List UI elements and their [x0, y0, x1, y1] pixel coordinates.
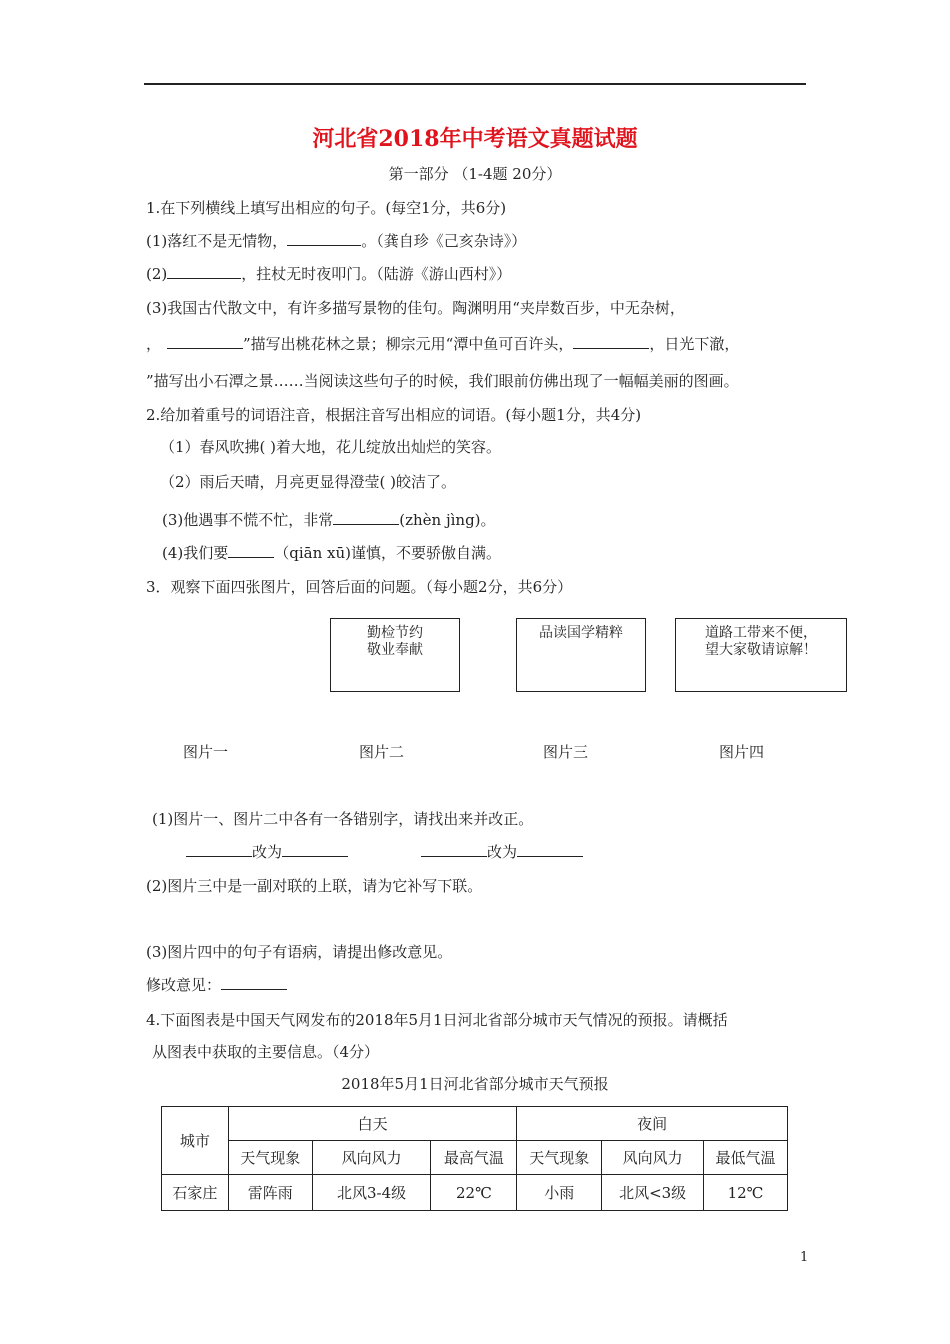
q3-sub3-answer: 修改意见： — [146, 974, 287, 995]
picture-four-line2: 望大家敬请谅解！ — [705, 642, 817, 658]
page-title: 河北省2018年中考语文真题试题 — [312, 126, 638, 152]
answer-blank[interactable] — [228, 542, 274, 558]
answer-blank[interactable] — [167, 333, 243, 349]
q4-stem-line2: 从图表中获取的主要信息。（4分） — [152, 1043, 380, 1061]
table-cell: 小雨 — [517, 1175, 602, 1211]
answer-blank[interactable] — [573, 333, 649, 349]
answer-blank[interactable] — [186, 841, 252, 857]
table-cell: 石家庄 — [162, 1175, 229, 1211]
q3-sub3: (3)图片四中的句子有语病，请提出修改意见。 — [146, 943, 453, 961]
table-title: 2018年5月1日河北省部分城市天气预报 — [341, 1075, 609, 1093]
table-cell: 北风<3级 — [602, 1175, 704, 1211]
picture-four-box — [675, 618, 847, 692]
answer-blank[interactable] — [517, 841, 583, 857]
header-city: 城市 — [162, 1107, 229, 1175]
table-subheader-row — [162, 1141, 788, 1175]
q3-sub1-answer1: 改为 — [186, 841, 348, 862]
answer-blank[interactable] — [167, 263, 241, 279]
caption-picture-one: 图片一 — [183, 743, 229, 761]
page-number: 1 — [800, 1250, 809, 1265]
subheader-cell: 风向风力 — [312, 1141, 431, 1175]
header-rule — [144, 83, 806, 85]
picture-one-line1: 勤检节约 — [367, 625, 423, 641]
q3-stem: 3．观察下面四张图片，回答后面的问题。（每小题2分，共6分） — [146, 578, 573, 596]
table-row — [162, 1175, 788, 1211]
answer-blank[interactable] — [221, 974, 287, 990]
caption-picture-four: 图片四 — [719, 743, 765, 761]
caption-picture-two: 图片二 — [359, 743, 405, 761]
subheader-cell: 天气现象 — [517, 1141, 602, 1175]
q2-stem: 2.给加着重号的词语注音，根据注音写出相应的词语。(每小题1分，共4分) — [146, 406, 642, 424]
header-day: 白天 — [228, 1107, 517, 1141]
q2-item3: (3)他遇事不慌不忙，非常 (zhèn jìng)。 — [162, 511, 496, 529]
q3-sub1-answer2: 改为 — [421, 841, 583, 862]
q4-stem-line1: 4.下面图表是中国天气网发布的2018年5月1日河北省部分城市天气情况的预报。请概括 — [146, 1011, 728, 1029]
subheader-cell: 天气现象 — [228, 1141, 312, 1175]
picture-one-line2: 敬业奉献 — [367, 642, 423, 658]
answer-blank[interactable] — [333, 509, 399, 525]
q1-item3-line3: ”描写出小石潭之景……当阅读这些句子的时候，我们眼前仿佛出现了一幅幅美丽的图画。 — [146, 372, 739, 390]
q2-item1: （1）春风吹拂( )着大地，花儿绽放出灿烂的笑容。 — [160, 438, 502, 456]
q1-stem: 1.在下列横线上填写出相应的句子。(每空1分，共6分) — [146, 199, 507, 217]
picture-four-line1: 道路工带来不便， — [705, 625, 817, 641]
subheader-cell: 最高气温 — [431, 1141, 517, 1175]
q3-sub1: (1)图片一、图片二中各有一各错别字，请找出来并改正。 — [152, 810, 534, 828]
caption-picture-three: 图片三 — [543, 743, 589, 761]
table-cell: 北风3-4级 — [312, 1175, 431, 1211]
weather-table — [161, 1106, 788, 1211]
q2-item2: （2）雨后天晴，月亮更显得澄莹( )皎洁了。 — [160, 473, 457, 491]
picture-one-box — [330, 618, 460, 692]
answer-blank[interactable] — [421, 841, 487, 857]
q1-item3-line1: (3)我国古代散文中，有许多描写景物的佳句。陶渊明用“夹岸数百步，中无杂树， — [146, 299, 685, 317]
q3-sub2: (2)图片三中是一副对联的上联，请为它补写下联。 — [146, 877, 483, 895]
table-cell: 12℃ — [704, 1175, 788, 1211]
table-cell: 雷阵雨 — [228, 1175, 312, 1211]
q1-item1: (1)落红不是无情物， 。（龚自珍《己亥杂诗》） — [146, 232, 527, 250]
picture-three-box — [516, 618, 646, 692]
subheader-cell: 风向风力 — [602, 1141, 704, 1175]
answer-blank[interactable] — [287, 230, 361, 246]
q1-item2: (2) ，拄杖无时夜叩门。（陆游《游山西村》） — [146, 265, 512, 283]
header-night: 夜间 — [517, 1107, 788, 1141]
q2-item4: (4)我们要 （qiān xū)谨慎，不要骄傲自满。 — [162, 544, 501, 562]
part-heading: 第一部分 （1-4题 20分） — [388, 165, 562, 183]
subheader-cell: 最低气温 — [704, 1141, 788, 1175]
q1-item3-line2: ， ”描写出桃花林之景；柳宗元用“潭中鱼可百许头， ，日光下澈， — [146, 335, 740, 353]
answer-blank[interactable] — [282, 841, 348, 857]
picture-three-line1: 品读国学精粹 — [539, 625, 623, 641]
table-cell: 22℃ — [431, 1175, 517, 1211]
table-header-row — [162, 1107, 788, 1141]
